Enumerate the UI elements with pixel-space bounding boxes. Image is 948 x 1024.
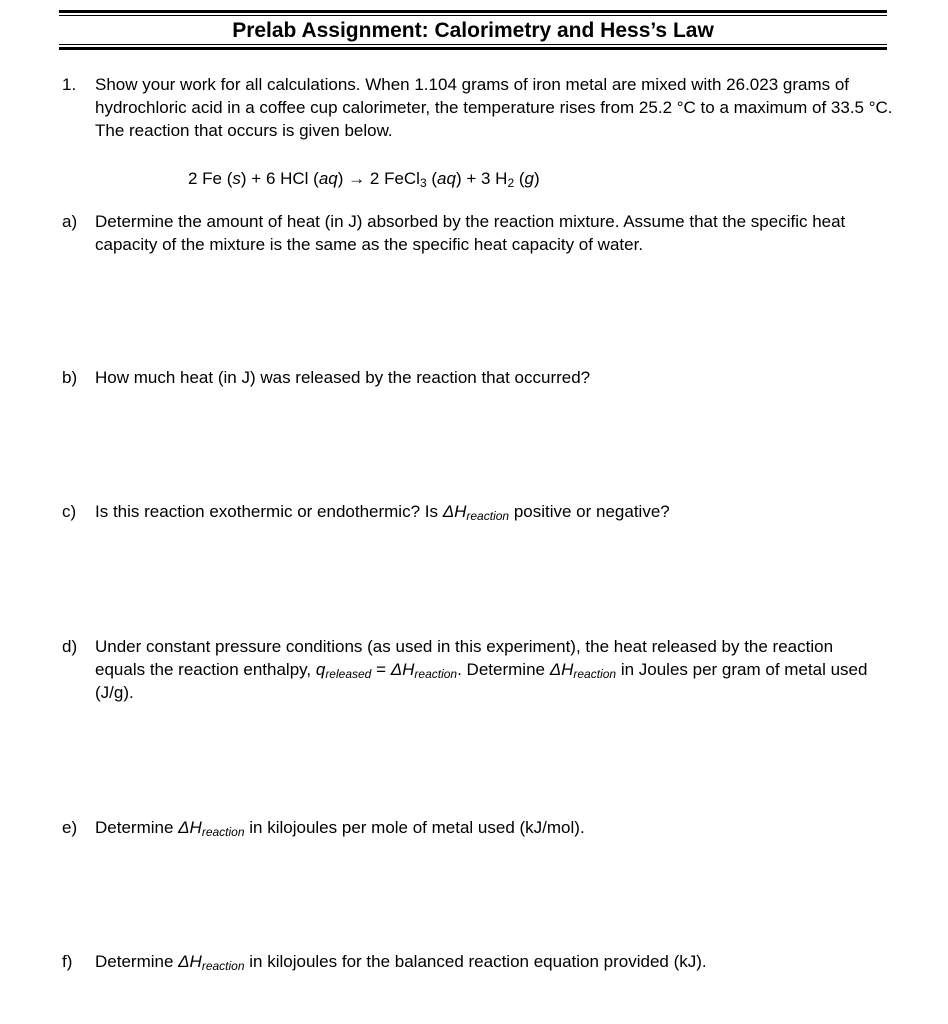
part-label: a) xyxy=(62,212,78,231)
top-rule-thick xyxy=(59,10,887,13)
part-text: How much heat (in J) was released by the reaction that occurred? xyxy=(95,368,591,387)
part-label: e) xyxy=(62,818,78,837)
question-text: Show your work for all calculations. When 1.104 grams of iron metal are mixed with 26.023 grams of hydrochloric acid in a coffee cup calorimeter, the temperature rises from 25.2 °C to a maximum of 33.5 °C. The reaction that occurs is given below. xyxy=(95,75,893,140)
chemical-equation: 2 Fe (s) + 6 HCl (aq) → 2 FeCl$_3$ (aq) + 3 $H_2$ (g) xyxy=(188,169,540,190)
part-text: Determine $\Delta H_{reaction}$ in kilojoules for the balanced reaction equation provided (kJ). xyxy=(95,952,707,973)
part-text: Is this reaction exothermic or endothermic? Is $\Delta H_{reaction}$ positive or negative? xyxy=(95,502,670,523)
bottom-rule-thick xyxy=(59,47,887,50)
part-text: Determine $\Delta H_{reaction}$ in kilojoules per mole of metal used (kJ/mol). xyxy=(95,818,585,839)
part-label: c) xyxy=(62,502,77,521)
part-label: b) xyxy=(62,368,78,387)
part-label: f) xyxy=(62,952,73,971)
part-label: d) xyxy=(62,637,78,656)
top-rule-thin xyxy=(59,15,887,16)
part-text: Determine the amount of heat (in J) absorbed by the reaction mixture. Assume that the specific heat capacity of the mixture is the same as the specific heat capacity of water. xyxy=(95,212,846,254)
part-text: Under constant pressure conditions (as used in this experiment), the heat released by the reaction equals the reaction enthalpy, $q_{released} = \Delta H_{reaction}$. Determine $\Delta H_{reaction}$ in Joules per gram of metal used (J/g). xyxy=(95,637,868,702)
bottom-rule-thin xyxy=(59,44,887,45)
question-number: 1. xyxy=(62,75,77,94)
page-title: Prelab Assignment: Calorimetry and Hess’s Law xyxy=(232,19,714,42)
arrow-icon: → xyxy=(343,169,370,188)
